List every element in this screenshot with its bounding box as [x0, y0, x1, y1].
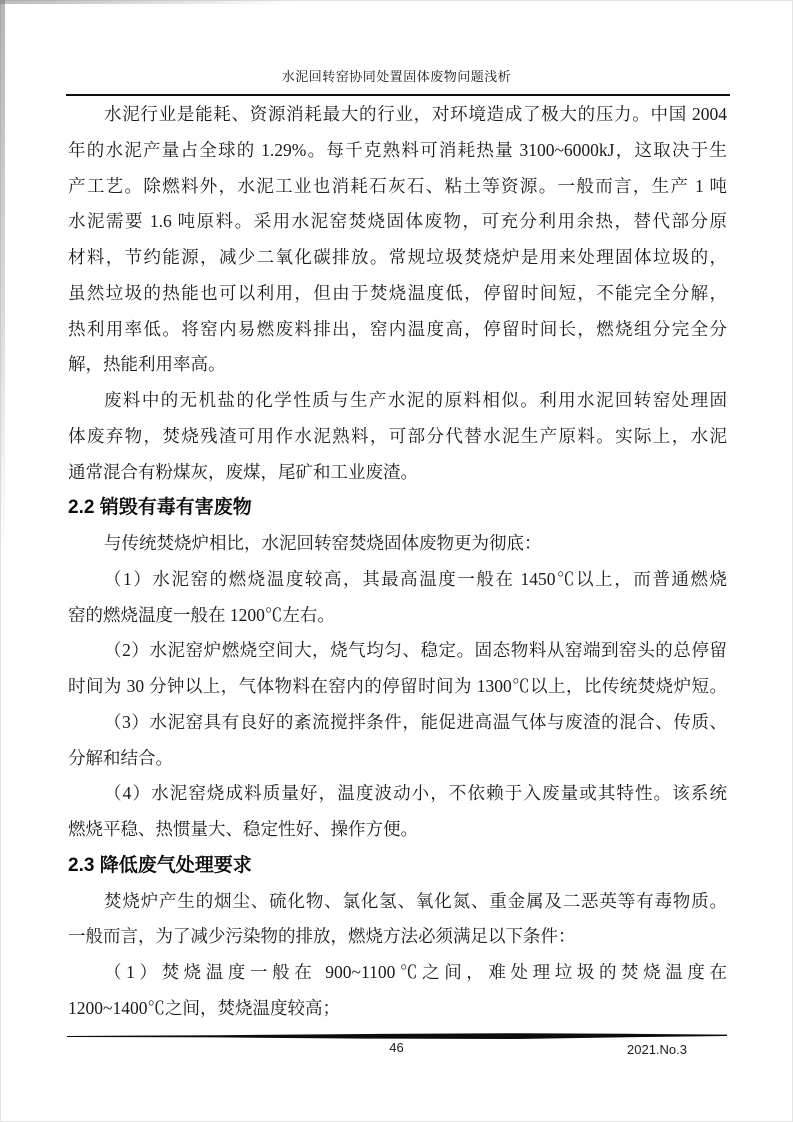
- text-line: 水泥行业是能耗、资源消耗最大的行业，对环境造成了极大的压力。中国 2004: [104, 104, 727, 124]
- text-line: 解，热能利用率高。: [68, 354, 226, 375]
- text-line: 分解和结合。: [68, 747, 173, 768]
- running-head-title: 水泥回转窑协同处置固体废物问题浅析: [281, 69, 512, 84]
- text-line: （1）水泥窑的燃烧温度较高，其最高温度一般在 1450℃以上，而普通燃烧: [104, 568, 727, 589]
- text-line: 材料，节约能源，减少二氧化碳排放。常规垃圾焚烧炉是用来处理固体垃圾的，: [68, 247, 727, 267]
- text-line: 产工艺。除燃料外，水泥工业也消耗石灰石、粘土等资源。一般而言，生产 1 吨: [68, 175, 727, 196]
- text-line: 与传统焚烧炉相比，水泥回转窑焚烧固体废物更为彻底：: [104, 533, 542, 553]
- section-heading-2-3: 2.3 降低废气处理要求: [68, 854, 252, 876]
- text-line: 一般而言，为了减少污染物的排放，燃烧方法必须满足以下条件：: [68, 926, 576, 947]
- section-heading-2-2: 2.2 销毁有毒有害废物: [68, 497, 252, 519]
- page-number: 46: [389, 1040, 404, 1055]
- text-line: （1）焚烧温度一般在 900~1100℃之间，难处理垃圾的焚烧温度在: [104, 962, 727, 982]
- article-body: [68, 97, 727, 1027]
- text-line: 焚烧炉产生的烟尘、硫化物、氯化氢、氧化氮、重金属及二恶英等有毒物质。: [104, 890, 727, 911]
- text-line: 通常混合有粉煤灰，废煤，尾矿和工业废渣。: [68, 461, 418, 482]
- text-line: 燃烧平稳、热惯量大、稳定性好、操作方便。: [68, 819, 418, 839]
- text-line: 废料中的无机盐的化学性质与生产水泥的原料相似。利用水泥回转窑处理固: [104, 390, 727, 410]
- text-line: 体废弃物，焚烧残渣可用作水泥熟料，可部分代替水泥生产原料。实际上，水泥: [68, 425, 727, 446]
- text-line: 水泥需要 1.6 吨原料。采用水泥窑焚烧固体废物，可充分利用余热，替代部分原: [68, 211, 727, 232]
- text-line: 年的水泥产量占全球的 1.29%。每千克熟料可消耗热量 3100~6000kJ，这取决于生: [68, 139, 727, 160]
- text-line: 窑的燃烧温度一般在 1200℃左右。: [68, 604, 335, 625]
- scan-edge-top: [0, 0, 300, 4]
- text-line: 热利用率低。将窑内易燃废料排出，窑内温度高，停留时间长，燃烧组分完全分: [68, 318, 727, 339]
- text-line: （3）水泥窑具有良好的紊流搅拌条件，能促进高温气体与废渣的混合、传质、: [104, 711, 727, 732]
- text-line: 1200~1400℃之间，焚烧温度较高；: [68, 997, 340, 1018]
- text-line: 虽然垃圾的热能也可以利用，但由于焚烧温度低，停留时间短，不能完全分解，: [68, 282, 727, 303]
- text-line: 时间为 30 分钟以上，气体物料在窑内的停留时间为 1300℃以上，比传统焚烧炉短。: [68, 676, 727, 696]
- text-line: （4）水泥窑烧成料质量好，温度波动小，不依赖于入废量或其特性。该系统: [104, 783, 727, 804]
- text-line: （2）水泥窑炉燃烧空间大，烧气均匀、稳定。固态物料从窑端到窑头的总停留: [104, 640, 727, 661]
- header-rule: [66, 94, 730, 96]
- issue-label: 2021.No.3: [627, 1042, 687, 1057]
